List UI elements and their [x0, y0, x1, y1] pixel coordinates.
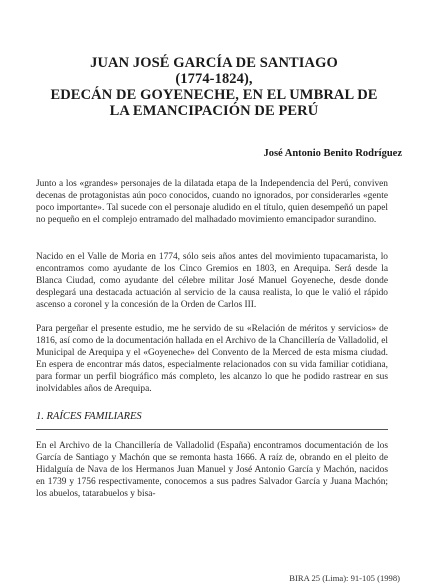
- title-line-1: JUAN JOSÉ GARCÍA DE SANTIAGO: [90, 55, 338, 71]
- title-line-3: EDECÁN DE GOYENECHE, EN EL UMBRAL DE: [50, 87, 378, 103]
- paragraph-text: Nacido en el Valle de Moria en 1774, sólo seis años antes del movimiento tupacamarista, lo encontramos como ayudante de los Cinco Gremios en 1803, en Arequipa. Será desde la Blanca Ciudad, como ayudante del célebre militar José Manuel Goyeneche, desde donde desplegará una destacada actuación al servicio de la causa realista, lo que le valió el rápido ascenso a coronel y la concesión de la Orden de Carlos III.: [36, 252, 388, 311]
- section-heading: [36, 411, 142, 422]
- body-paragraph: [36, 440, 388, 500]
- paragraph-text: Para pergeñar el presente estudio, me he servido de su «Relación de méritos y servicios» de 1816, así como de la documentación hallada en el Archivo de la Chancillería de Valladolid, el Municipal de Arequipa y el «Goyeneche» del Convento de la Merced de esta misma ciudad. En espera de encontrar más datos, especialmente relacionados con su vida familiar cotidiana, para formar un perfil biográfico más completo, les alcanzo lo que he podido rastrear en sus inolvidables años de Arequipa.: [36, 324, 388, 395]
- body-paragraph: [36, 178, 388, 226]
- section-rule: [36, 429, 388, 430]
- paragraph-text: En el Archivo de la Chancillería de Valladolid (España) encontramos documentación de los García de Santiago y Machón que se remonta hasta 1666. A raíz de, obrando en el pleito de Hidalguía de Nava de los Hermanos Juan Manuel y José Antonio García y Machón, nacidos en 1739 y 1756 respectivamente, conocemos a sus padres Salvador García y Juana Machón; los abuelos, tatarabuelos y bisa-: [36, 441, 388, 500]
- title-line-2: (1774-1824),: [175, 71, 253, 87]
- title-line-4: LA EMANCIPACIÓN DE PERÚ: [109, 103, 319, 119]
- paragraph-text: Junto a los «grandes» personajes de la dilatada etapa de la Independencia del Perú, conviven decenas de protagonistas aún poco conocidos, cuando no ignorados, por considerarles «gente poco importante». Tal sucede con el personaje aludido en el título, quien desempeñó un papel no pequeño en el complejo entramado del malhadado movimiento emancipador surandino.: [36, 179, 388, 226]
- body-paragraph: [36, 323, 388, 396]
- journal-citation: BIRA 25 (Lima): 91-105 (1998): [289, 573, 400, 583]
- author-name: José Antonio Benito Rodríguez: [263, 148, 402, 159]
- body-paragraph: [36, 251, 388, 311]
- section-heading-text: 1. RAÍCES FAMILIARES: [36, 411, 142, 422]
